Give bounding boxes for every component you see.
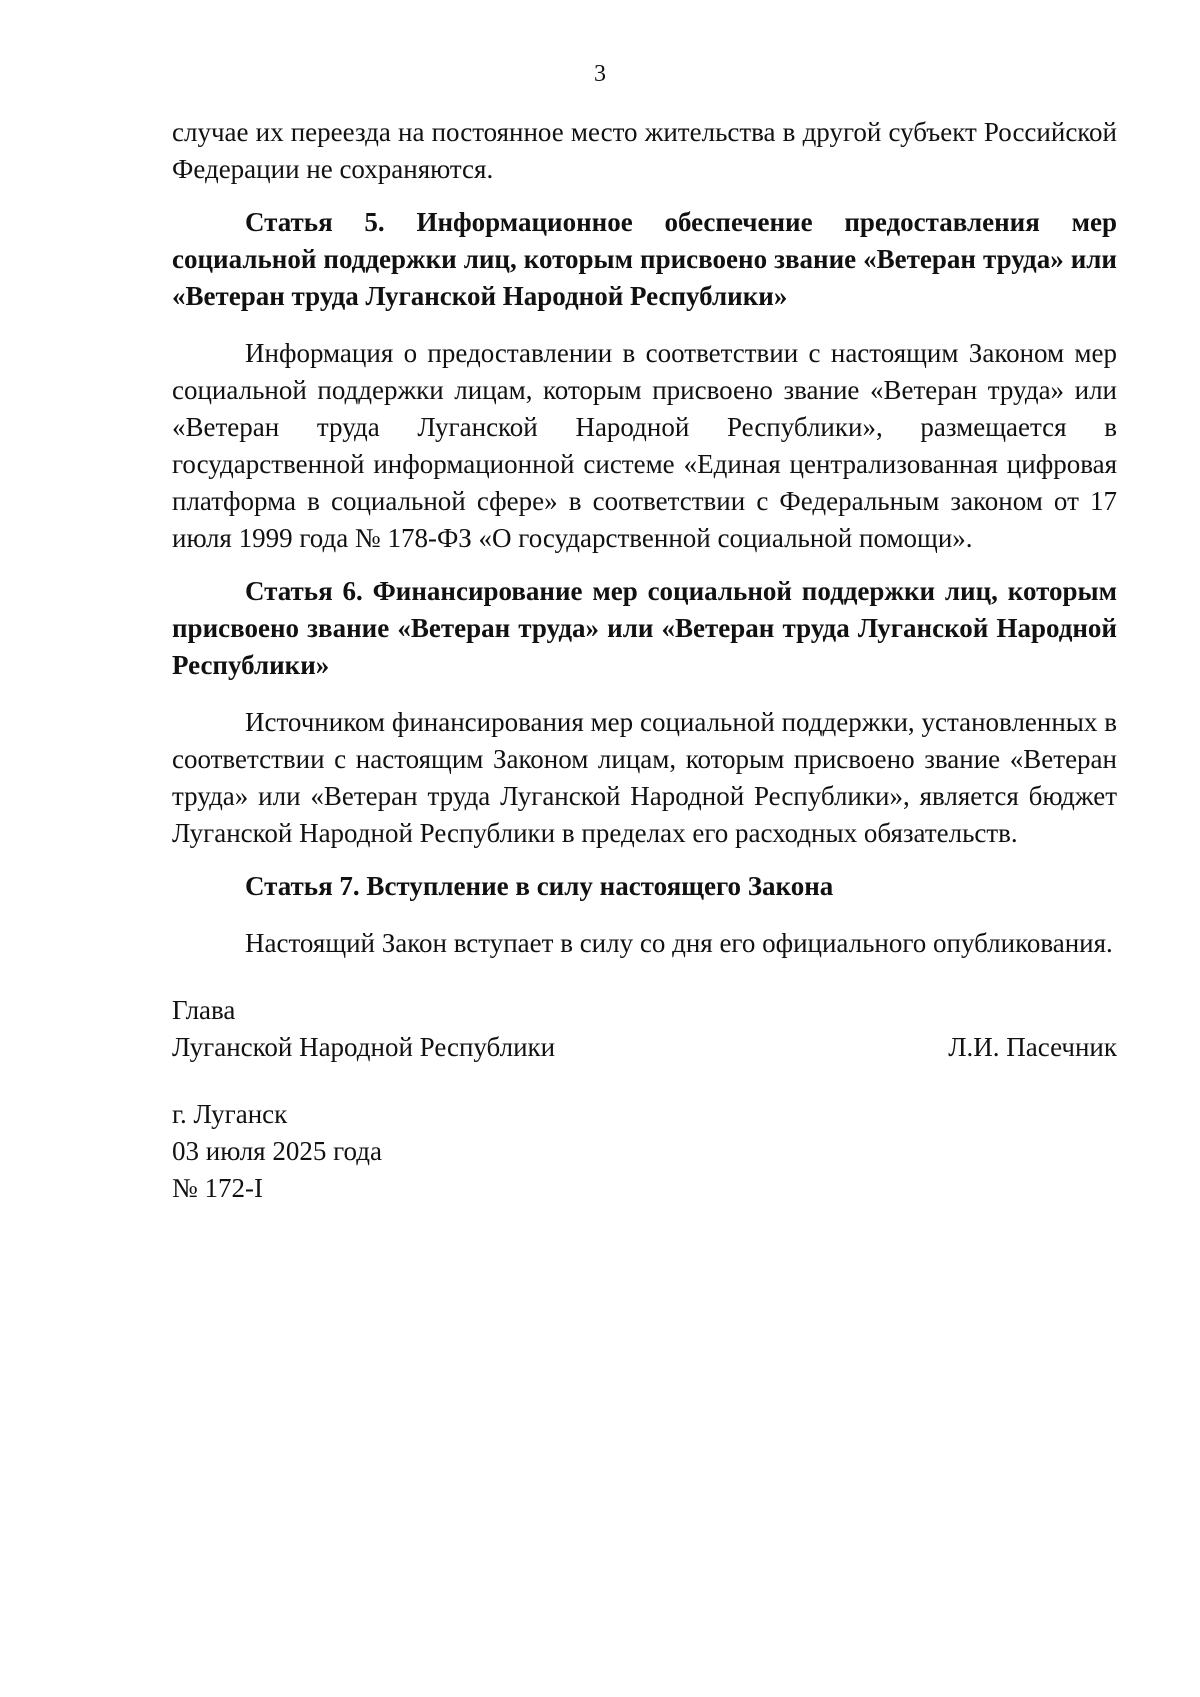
intro-paragraph: случае их переезда на постоянное место жительства в другой субъект Российской Федерации не сохраняются. (172, 117, 1117, 184)
article-6-heading: Статья 6. Финансирование мер социальной поддержки лиц, которым присвоено звание «Ветеран труда» или «Ветеран труда Луганской Народной Республики» (172, 576, 1117, 680)
signature-block (172, 992, 1117, 1066)
place-date-block (172, 1096, 1117, 1207)
article-5-body: Информация о предоставлении в соответствии с настоящим Законом мер социальной поддержки лицам, которым присвоено звание «Ветеран труда» или «Ветеран труда Луганской Народной Республики», размещается в государственной информационной системе «Единая централизованная цифровая платформа в социальной сфере» в соответствии с Федеральным законом от 17 июля 1999 года № 178-ФЗ «О государственной социальной помощи». (172, 338, 1117, 553)
law-number: № 172-I (172, 1173, 263, 1203)
document-body (172, 114, 1117, 1207)
date: 03 июля 2025 года (172, 1136, 382, 1166)
signatory-name: Л.И. Пасечник (948, 1032, 1117, 1062)
signature-title-line1: Глава (172, 995, 236, 1025)
article-5-heading: Статья 5. Информационное обеспечение предоставления мер социальной поддержки лиц, которым присвоено звание «Ветеран труда» или «Ветеран труда Луганской Народной Республики» (172, 207, 1117, 311)
article-7-heading: Статья 7. Вступление в силу настоящего Закона (245, 871, 834, 901)
article-7-body: Настоящий Закон вступает в силу со дня его официального опубликования. (245, 928, 1113, 958)
signature-row (172, 1029, 1117, 1066)
article-6-body: Источником финансирования мер социальной поддержки, установленных в соответствии с настоящим Законом лицам, которым присвоено звание «Ветеран труда» или «Ветеран труда Луганской Народной Республики», является бюджет Луганской Народной Республики в пределах его расходных обязательств. (172, 707, 1117, 848)
page-number: 3 (594, 61, 606, 87)
city: г. Луганск (172, 1099, 288, 1129)
signature-title-line2: Луганской Народной Республики (172, 1032, 556, 1062)
